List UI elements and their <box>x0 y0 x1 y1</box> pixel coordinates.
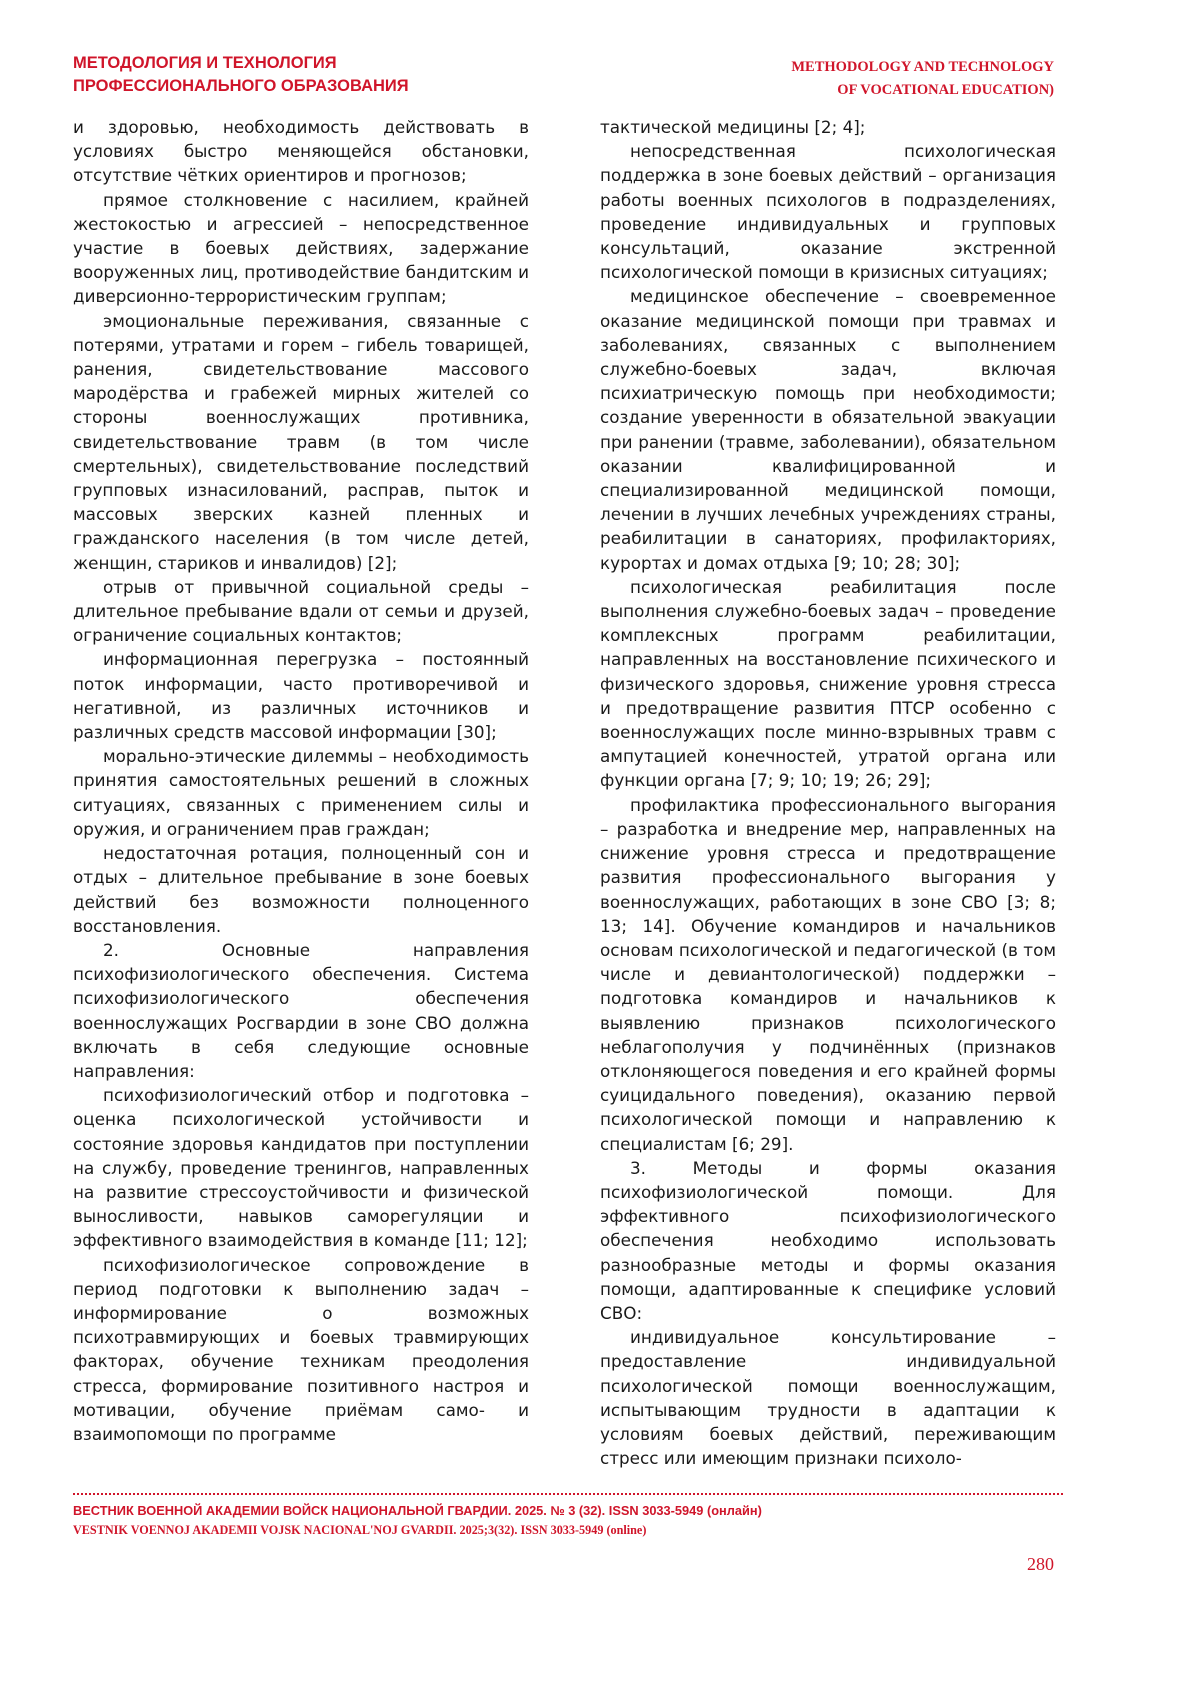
paragraph: 2. Основные направления психофизиологического обеспечения. Система психофизиологического обеспечения военнослужащих Росгвардии в зоне СВО должна включать в себя следующие основные направления: <box>73 939 529 1081</box>
header-right-line-1: METHODOLOGY AND TECHNOLOGY <box>791 59 1054 75</box>
paragraph: непосредственная психологическая поддержка в зоне боевых действий – организация работы военных психологов в подразделениях, проведение индивидуальных и групповых консультаций, оказание экстренной психологической помощи в кризисных ситуациях; <box>600 141 1056 283</box>
header-left-line-2: ПРОФЕССИОНАЛЬНОГО ОБРАЗОВАНИЯ <box>73 77 409 95</box>
paragraph: недостаточная ротация, полноценный сон и отдых – длительное пребывание в зоне боевых действий без возможности полноценного восстановления. <box>73 843 529 936</box>
paragraph: прямое столкновение с насилием, крайней жестокостью и агрессией – непосредственное участие в боевых действиях, задержание вооруженных лиц, противодействие бандитским и диверсионно-террористическим группам; <box>73 189 529 307</box>
right-text-column <box>600 115 1056 1470</box>
header-left-line-1: МЕТОДОЛОГИЯ И ТЕХНОЛОГИЯ <box>73 54 337 72</box>
footer-citation-ru: ВЕСТНИК ВОЕННОЙ АКАДЕМИИ ВОЙСК НАЦИОНАЛЬНОЙ ГВАРДИИ. 2025. № 3 (32). ISSN 3033-5949 (онлайн) <box>73 1503 762 1518</box>
header-right-line-2: OF VOCATIONAL EDUCATION) <box>837 82 1054 98</box>
paragraph: информационная перегрузка – постоянный поток информации, часто противоречивой и негативной, из различных источников и различных средств массовой информации [30]; <box>73 649 529 743</box>
paragraph: психологическая реабилитация после выполнения служебно-боевых задач – проведение комплексных программ реабилитации, направленных на восстановление психического и физического здоровья, снижение уровня стресса и предотвращение развития ПТСР особенно с военнослужащих после минно-взрывных травм с ампутацией конечностей, утратой органа или функции органа [7; 9; 10; 19; 26; 29]; <box>600 576 1056 791</box>
journal-section-title-ru <box>73 52 409 98</box>
paragraph: тактической медицины [2; 4]; <box>600 117 866 137</box>
footer-citation-en: VESTNIK VOENNOJ AKADEMII VOJSK NACIONAL'NOJ GVARDII. 2025;3(32). ISSN 3033-5949 (online) <box>73 1523 647 1537</box>
paragraph: медицинское обеспечение – своевременное оказание медицинской помощи при травмах и заболеваниях, связанных с выполнением служебно-боевых задач, включая психиатрическую помощь при необходимости; создание уверенности в обязательной эвакуации при ранении (травме, заболевании), обязательном оказании квалифицированной и специализированной медицинской помощи, лечении в лучших лечебных учреждениях страны, реабилитации в санаториях, профилакториях, курортах и домах отдыха [9; 10; 28; 30]; <box>600 286 1056 573</box>
journal-section-title-en <box>791 56 1054 102</box>
paragraph: психофизиологическое сопровождение в период подготовки к выполнению задач – информирование о возможных психотравмирующих и боевых травмирующих факторах, обучение техникам преодоления стресса, формирование позитивного настроя и мотивации, обучение приёмам само- и взаимопомощи по программе <box>73 1254 529 1444</box>
page-number: 280 <box>1027 1554 1054 1574</box>
paragraph: профилактика профессионального выгорания – разработка и внедрение мер, направленных на снижение уровня стресса и предотвращение развития профессионального выгорания у военнослужащих, работающих в зоне СВО [3; 8; 13; 14]. Обучение командиров и начальников основам психологической и педагогической (в том числе и девиантологической) поддержки – подготовка командиров и начальников к выявлению признаков психологического неблагополучия у подчинённых (признаков отклоняющегося поведения и его крайней формы суицидального поведения), оказанию первой психологической помощи и направлению к специалистам [6; 29]. <box>600 794 1056 1154</box>
paragraph: морально-этические дилеммы – необходимость принятия самостоятельных решений в сложных ситуациях, связанных с применением силы и оружия, и ограничением прав граждан; <box>73 746 529 839</box>
paragraph: и здоровью, необходимость действовать в условиях быстро меняющейся обстановки, отсутствие чётких ориентиров и прогнозов; <box>73 117 529 186</box>
paragraph: отрыв от привычной социальной среды – длительное пребывание вдали от семьи и друзей, ограничение социальных контактов; <box>73 576 529 646</box>
footer-divider <box>73 1493 1063 1495</box>
paragraph: индивидуальное консультирование – предоставление индивидуальной психологической помощи военнослужащим, испытывающим трудности в адаптации к условиям боевых действий, переживающим стресс или имеющим признаки психоло- <box>600 1327 1056 1469</box>
paragraph: 3. Методы и формы оказания психофизиологической помощи. Для эффективного психофизиологического обеспечения необходимо использовать разнообразные методы и формы оказания помощи, адаптированные к специфике условий СВО: <box>600 1157 1056 1323</box>
left-text-column <box>73 115 529 1446</box>
paragraph: эмоциональные переживания, связанные с потерями, утратами и горем – гибель товарищей, ранения, свидетельствование массового мародёрства и грабежей мирных жителей со стороны военнослужащих противника, свидетельствование травм (в том числе смертельных), свидетельствование последствий групповых изнасилований, расправ, пыток и массовых зверских казней пленных и гражданского населения (в том числе детей, женщин, стариков и инвалидов) [2]; <box>73 310 529 573</box>
paragraph: психофизиологический отбор и подготовка – оценка психологической устойчивости и состояние здоровья кандидатов при поступлении на службу, проведение тренингов, направленных на развитие стрессоустойчивости и физической выносливости, навыков саморегуляции и эффективного взаимодействия в команде [11; 12]; <box>73 1085 529 1251</box>
